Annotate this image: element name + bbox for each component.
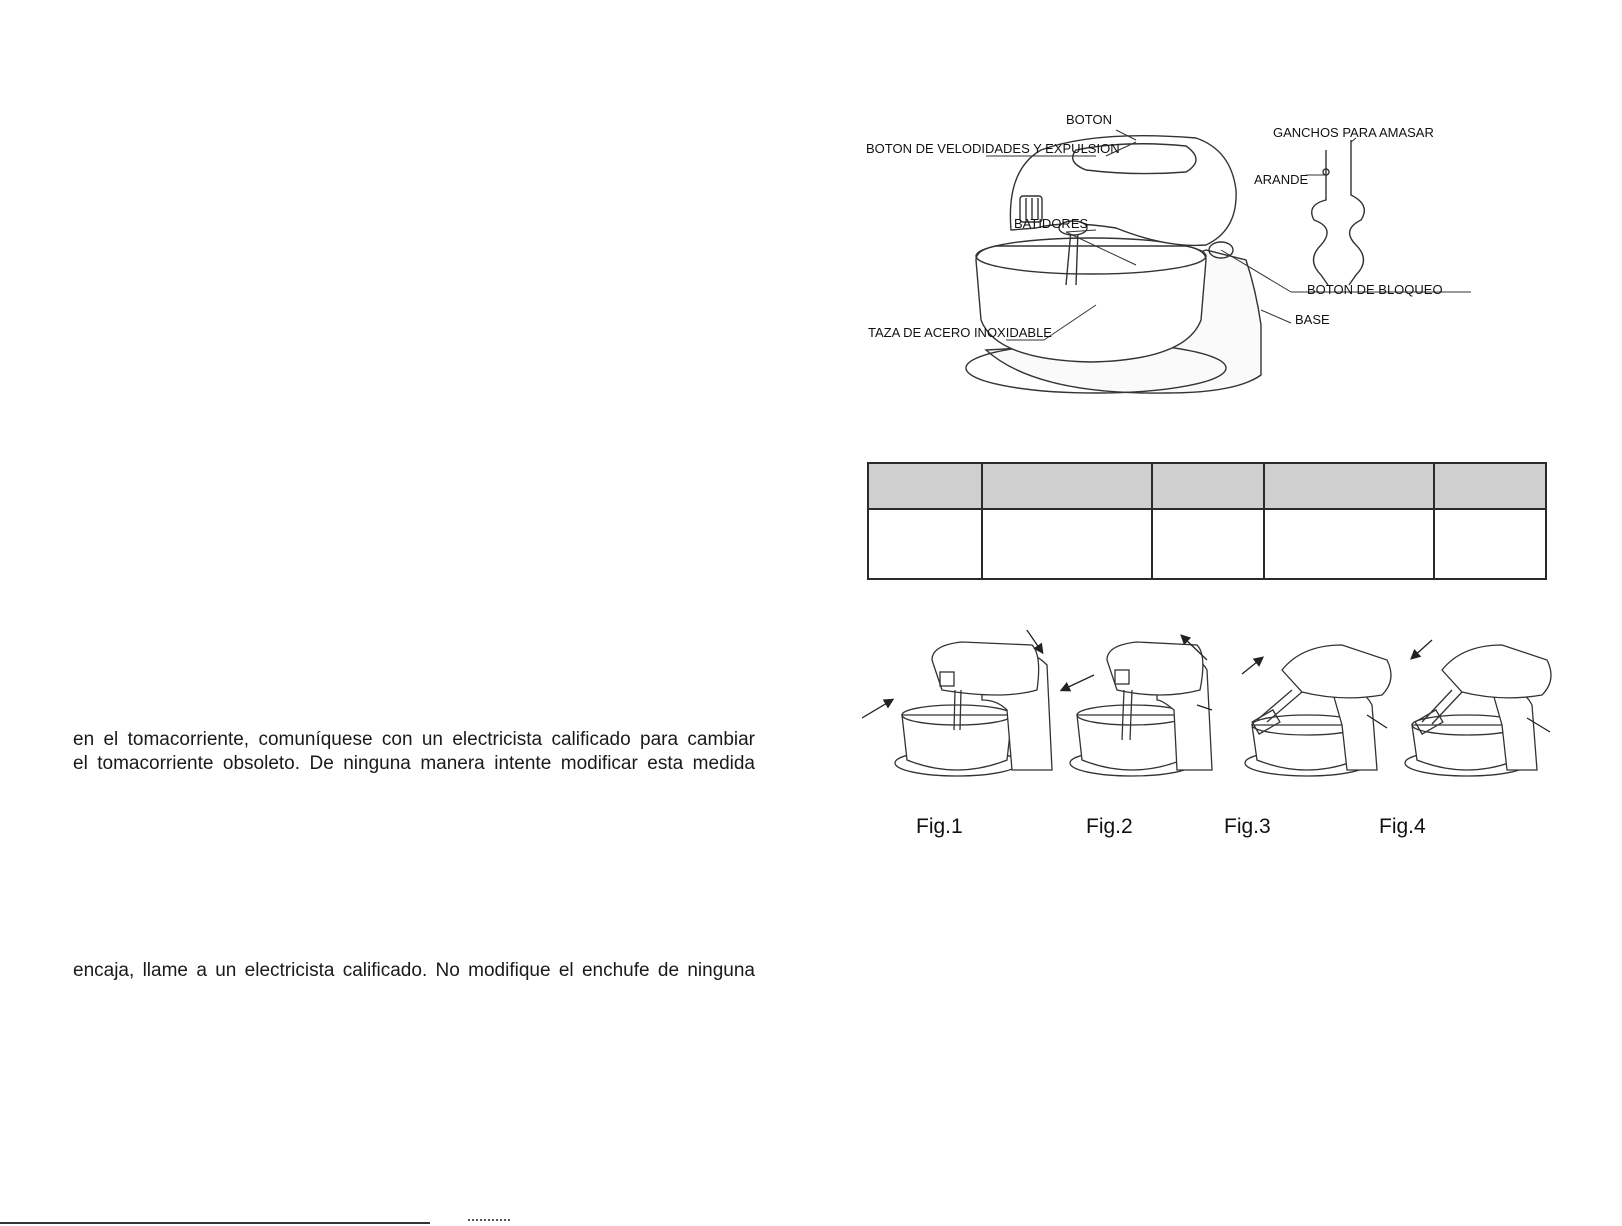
mixer-parts-diagram: [866, 110, 1586, 420]
table-cell: [868, 509, 982, 579]
table-cell: [1264, 509, 1434, 579]
header-cell: [982, 463, 1152, 509]
spec-table: [867, 462, 1547, 580]
label-bowl: TAZA DE ACERO INOXIDABLE: [868, 325, 1052, 340]
footer-mark: [468, 1219, 510, 1226]
header-cell: [1434, 463, 1546, 509]
label-lock-button: BOTON DE BLOQUEO: [1307, 282, 1443, 297]
header-cell: [1152, 463, 1264, 509]
label-washer: ARANDE: [1254, 172, 1309, 187]
fig-2-label: Fig.2: [1086, 815, 1133, 838]
assembly-figures: [862, 630, 1562, 810]
fig-2-drawing: [1070, 642, 1212, 776]
fig-1-label: Fig.1: [916, 815, 963, 838]
right-page: [811, 0, 1622, 1226]
table-cell: [982, 509, 1152, 579]
paragraph-1-line-1: en el tomacorriente, comuníquese con un electricista calificado para cambiar: [73, 729, 755, 750]
table-cell: [1434, 509, 1546, 579]
label-base: BASE: [1295, 312, 1330, 327]
header-cell: [868, 463, 982, 509]
label-dough-hooks: GANCHOS PARA AMASAR: [1273, 125, 1434, 140]
fig-3-label: Fig.3: [1224, 815, 1271, 838]
header-cell: [1264, 463, 1434, 509]
bowl-shape: [976, 246, 1206, 362]
footer-rule: [0, 1222, 430, 1224]
table-cell: [1152, 509, 1264, 579]
paragraph-1-line-2: el tomacorriente obsoleto. De ninguna manera intente modificar esta medida: [73, 753, 755, 774]
paragraph-2-line-1: encaja, llame a un electricista calificado. No modifique el enchufe de ninguna: [73, 960, 755, 981]
label-boton: BOTON: [1066, 112, 1112, 127]
fig-3-drawing: [1245, 645, 1391, 776]
dough-hook: [1312, 150, 1328, 285]
spec-table-row: [868, 509, 1546, 579]
label-beaters: BATIDORES: [1014, 216, 1089, 231]
spec-table-header: [868, 463, 1546, 509]
label-speed-eject-button: BOTON DE VELODIDADES Y EXPULSION: [866, 141, 1120, 156]
fig-1-drawing: [895, 642, 1052, 776]
fig-4-drawing: [1405, 645, 1551, 776]
fig-4-label: Fig.4: [1379, 815, 1426, 838]
